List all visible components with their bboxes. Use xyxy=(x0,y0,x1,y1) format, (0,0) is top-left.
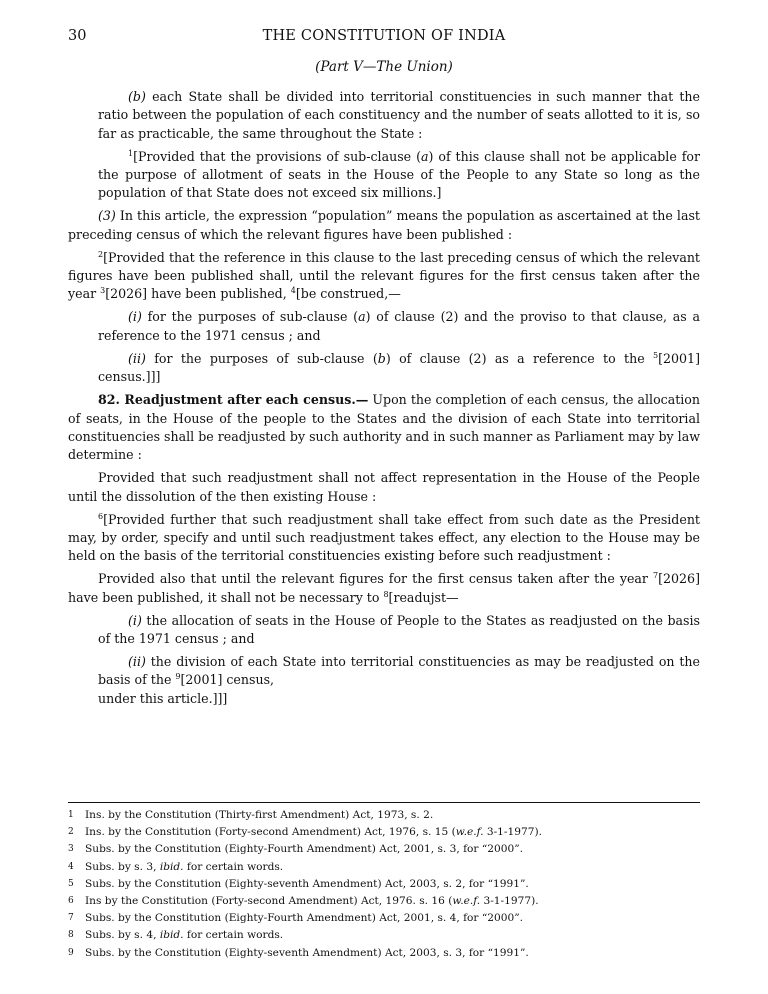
footnote-item: 6 Ins by the Constitution (Forty-second Amendment) Act, 1976. s. 16 (w.e.f. 3-1-1977). xyxy=(68,893,700,910)
footnote-divider xyxy=(68,802,700,803)
paragraph-article-82: 82. Readjustment after each census.— Upon the completion of each census, the allocation of seats, in the House of the people to the States and the division of each State into territorial constituencies shall be readjusted by such authority and in such manner as Parliament may by law determine : xyxy=(68,392,701,463)
footnote-number: 6 xyxy=(68,896,74,907)
footnote-number: 9 xyxy=(68,947,74,958)
footnote-number: 4 xyxy=(68,861,74,872)
paragraph-proviso-5: Provided also that until the relevant figures for the first census taken after the year $^7$[2026] have been published, it shall not be necessary to $^8$[readujst— xyxy=(68,571,700,605)
footnote-ref: 8 xyxy=(383,589,389,599)
paragraph-proviso-4: $^6$[Provided further that such readjustment shall take effect from such date as the President may, by order, specify and until such readjustment takes effect, any election to the House may be held on the basis of the territorial constituencies existing before such readjustment : xyxy=(68,511,700,564)
footnote-number: 5 xyxy=(68,878,74,889)
footnote-ref: 7 xyxy=(653,571,659,581)
footnote-ref: 5 xyxy=(653,350,659,360)
paragraph-readjust-i: (i) the allocation of seats in the House of People to the States as readjusted on the basis of the 1971 census ; and xyxy=(98,612,700,646)
footnote-ref: 4 xyxy=(290,286,296,296)
footnote-item: 9 Subs. by the Constitution (Eighty-seventh Amendment) Act, 2003, s. 3, for “1991”. xyxy=(68,945,700,962)
paragraph-subclause-ii: (ii) for the purposes of sub-clause (b) of clause (2) as a reference to the $^5$[2001] census.]]] xyxy=(98,350,700,385)
footnote-item: 5 Subs. by the Constitution (Eighty-seventh Amendment) Act, 2003, s. 2, for “1991”. xyxy=(68,876,700,893)
footnote-item: 8 Subs. by s. 4, ibid. for certain words. xyxy=(68,927,700,944)
paragraph-closing: under this article.]]] xyxy=(98,690,228,706)
footnote-number: 8 xyxy=(68,930,74,941)
footnote-number: 1 xyxy=(68,810,74,820)
footnote-item: 7 Subs. by the Constitution (Eighty-Fourth Amendment) Act, 2001, s. 4, for “2000”. xyxy=(68,910,700,927)
paragraph-clause-b: (b) each State shall be divided into territorial constituencies in such manner that the ratio between the population of each constituency and the number of seats allotted to it is, so far as practicable, the same throughout the State : xyxy=(98,89,700,141)
footnotes xyxy=(68,802,700,962)
footnote-number: 7 xyxy=(68,913,74,924)
footnote-ref: 2 xyxy=(98,249,104,259)
paragraph-subclause-i: (i) for the purposes of sub-clause (a) of clause (2) and the proviso to that clause, as a reference to the 1971 census ; and xyxy=(98,309,700,343)
footnote-ref: 9 xyxy=(175,672,181,682)
footnote-list xyxy=(68,807,700,962)
footnote-item: 1 Ins. by the Constitution (Thirty-first Amendment) Act, 1973, s. 2. xyxy=(68,807,700,824)
paragraph-clause-3: (3) In this article, the expression “population” means the population as ascertained at the last preceding census of which the relevant figures have been published : xyxy=(68,208,700,242)
paragraph-proviso-1: $^1$[Provided that the provisions of sub-clause (a) of this clause shall not be applicable for the purpose of allotment of seats in the House of the People to any State so long as the population of that State does not exceed six millions.] xyxy=(98,148,700,201)
page-header xyxy=(68,28,700,48)
running-title: THE CONSTITUTION OF INDIA xyxy=(262,28,506,44)
paragraph-readjust-ii: (ii) the division of each State into territorial constituencies as may be readjusted on the basis of the $^9$[2001] census, xyxy=(98,654,700,688)
footnote-number: 3 xyxy=(68,844,74,855)
article-body xyxy=(68,88,700,713)
footnote-item: 3 Subs. by the Constitution (Eighty-Fourth Amendment) Act, 2001, s. 3, for “2000”. xyxy=(68,841,700,858)
footnote-item: 4 Subs. by s. 3, ibid. for certain words. xyxy=(68,859,700,876)
footnote-number: 2 xyxy=(68,827,74,838)
paragraph-proviso-3: Provided that such readjustment shall not affect representation in the House of the People until the dissolution of the then existing House : xyxy=(68,470,700,504)
part-title: (Part V—The Union) xyxy=(315,59,453,75)
article-heading: 82. Readjustment after each census.— xyxy=(98,392,369,408)
footnote-ref: 6 xyxy=(98,511,104,521)
footnote-ref: 3 xyxy=(100,286,106,296)
paragraph-proviso-2: $^2$[Provided that the reference in this clause to the last preceding census of which the relevant figures have been published shall, until the relevant figures for the first census taken after the year $^3$[2026] have been published, $^4$[be construed,— xyxy=(68,249,700,302)
page-number: 30 xyxy=(68,28,87,44)
footnote-ref: 1 xyxy=(128,148,134,158)
footnote-item: 2 Ins. by the Constitution (Forty-second Amendment) Act, 1976, s. 15 (w.e.f. 3-1-1977). xyxy=(68,824,700,841)
